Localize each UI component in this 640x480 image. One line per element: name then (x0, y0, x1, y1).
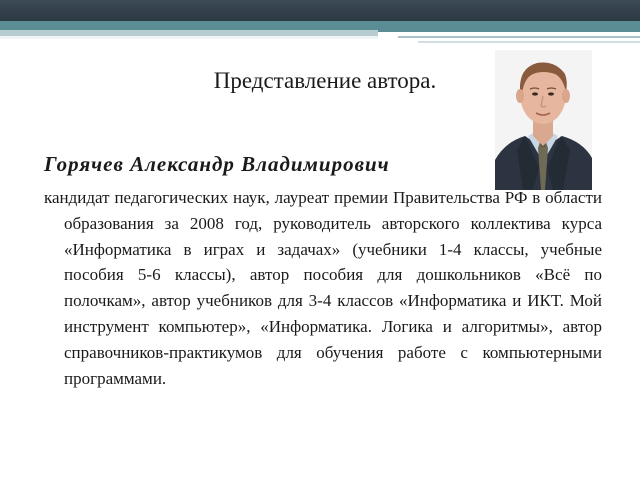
slide-title: Представление автора. (213, 68, 437, 93)
author-name: Горячев Александр Владимирович (44, 152, 390, 176)
author-photo (495, 50, 592, 190)
author-bio (44, 185, 602, 391)
header-notch-line (398, 36, 640, 38)
header-band-dark (0, 0, 640, 21)
author-portrait-image (495, 50, 592, 190)
author-bio-text: кандидат педагогических наук, лауреат премии Правительства РФ в области образования за 2008 год, руководитель авторского коллектива курса «Информатика в играх и задачах» (учебники 1-4 классы, учебные пособия 5-6 классы), автор пособия для дошкольников «Всё по полочкам», автор учебников для 3-4 классов «Информатика и ИКТ. Мой инструмент компьютер», «Информатика. Логика и алгоритмы», автор справочников-практикумов для обучения работе с компьютерными программами. (44, 188, 602, 388)
header-notch-line (378, 30, 640, 32)
header-notch-line (418, 41, 640, 43)
header-band-teal (0, 21, 640, 30)
